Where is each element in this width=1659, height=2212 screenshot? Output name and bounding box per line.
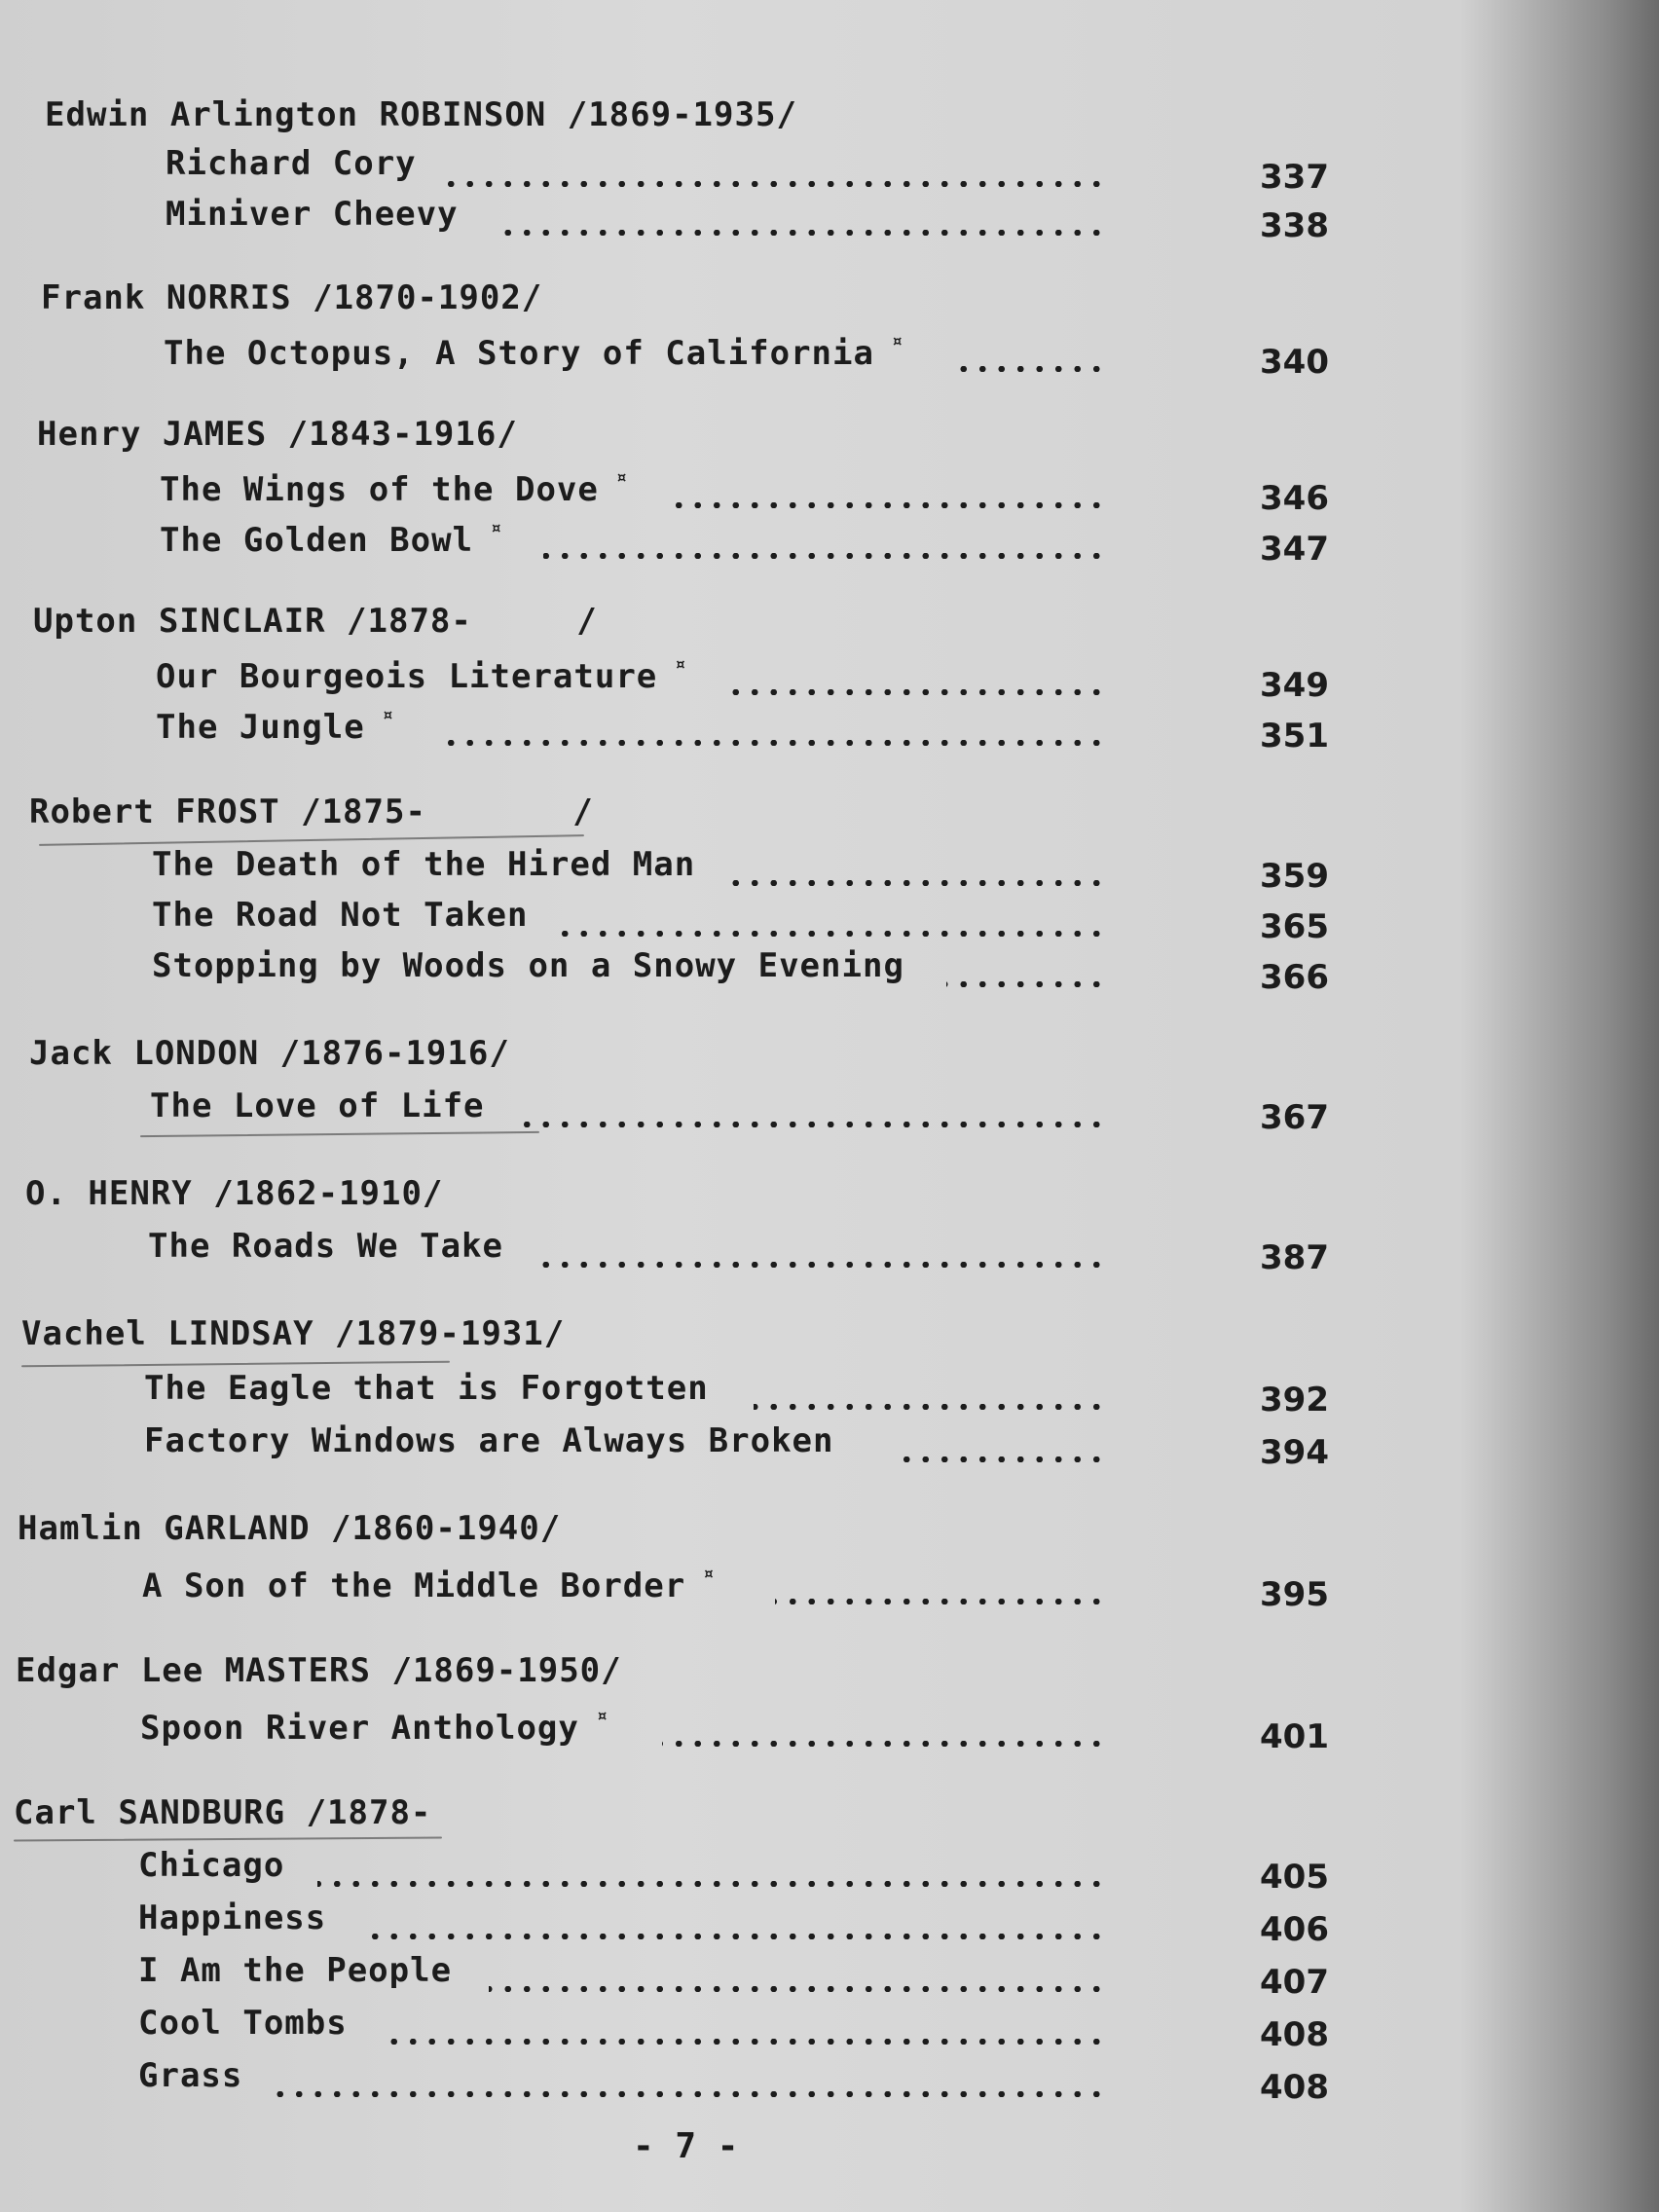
page-ref: 349 — [1260, 666, 1329, 705]
page-ref: 359 — [1260, 857, 1329, 896]
leader-dots — [559, 931, 1106, 937]
work-title — [156, 705, 394, 747]
page-ref: 406 — [1260, 1910, 1329, 1949]
leader-dots — [672, 502, 1106, 508]
page-ref: 337 — [1260, 158, 1329, 197]
leader-dots — [543, 553, 1106, 559]
work-title-text: Spoon River Anthology — [140, 1709, 579, 1748]
pencil-underline — [14, 1836, 442, 1841]
leader-dots — [360, 1934, 1106, 1939]
work-title: The Death of the Hired Man — [152, 845, 696, 884]
star-marker-icon: ¤ — [382, 705, 394, 725]
leader-dots — [537, 1262, 1106, 1268]
star-marker-icon: ¤ — [675, 654, 687, 675]
work-title: I Am the People — [138, 1951, 453, 1990]
pencil-underline — [21, 1361, 450, 1368]
page-ref: 392 — [1260, 1381, 1329, 1419]
work-title-text: The Octopus, A Story of California — [164, 334, 874, 373]
work-title-text: The Wings of the Dove — [160, 470, 599, 509]
page-ref: 367 — [1260, 1098, 1329, 1137]
star-marker-icon: ¤ — [891, 331, 903, 351]
leader-dots — [516, 1122, 1106, 1127]
page-ref: 347 — [1260, 530, 1329, 569]
leader-dots — [662, 1741, 1106, 1747]
work-title — [142, 1564, 715, 1605]
leader-dots — [900, 1456, 1106, 1462]
work-title — [160, 467, 628, 509]
page-number: - 7 - — [633, 2126, 739, 2166]
star-marker-icon: ¤ — [596, 1706, 608, 1726]
author-heading: Upton SINCLAIR /1878- / — [33, 602, 598, 641]
leader-dots — [775, 1599, 1106, 1604]
work-title: Chicago — [138, 1846, 285, 1885]
work-title: The Eagle that is Forgotten — [144, 1369, 709, 1408]
leader-dots — [497, 230, 1106, 236]
author-heading: Henry JAMES /1843-1916/ — [37, 415, 518, 454]
leader-dots — [754, 1404, 1106, 1410]
star-marker-icon: ¤ — [615, 467, 628, 488]
work-title-text: The Jungle — [156, 708, 365, 747]
work-title — [164, 331, 903, 373]
leader-dots — [275, 2091, 1106, 2097]
work-title: Factory Windows are Always Broken — [144, 1421, 834, 1460]
work-title: Richard Cory — [166, 144, 417, 183]
author-heading: Hamlin GARLAND /1860-1940/ — [18, 1509, 562, 1548]
page-ref: 408 — [1260, 2015, 1329, 2054]
author-heading: Edwin Arlington ROBINSON /1869-1935/ — [45, 95, 797, 134]
work-title: Cool Tombs — [138, 2004, 348, 2043]
work-title: The Road Not Taken — [152, 896, 529, 935]
author-heading: Robert FROST /1875- / — [29, 793, 594, 831]
work-title-text: A Son of the Middle Border — [142, 1567, 686, 1605]
work-title-text: Our Bourgeois Literature — [156, 657, 658, 696]
page-ref: 405 — [1260, 1858, 1329, 1897]
page-ref: 394 — [1260, 1433, 1329, 1472]
star-marker-icon: ¤ — [703, 1564, 716, 1584]
work-title: Miniver Cheevy — [166, 195, 459, 234]
work-title: The Love of Life — [150, 1087, 485, 1125]
pencil-underline — [140, 1131, 539, 1137]
star-marker-icon: ¤ — [491, 518, 502, 538]
leader-dots — [436, 740, 1106, 746]
page-ref: 340 — [1260, 343, 1329, 382]
leader-dots — [444, 181, 1106, 187]
author-heading: Carl SANDBURG /1878- — [14, 1793, 432, 1832]
page-ref: 401 — [1260, 1717, 1329, 1756]
author-heading: Frank NORRIS /1870-1902/ — [41, 278, 543, 317]
leader-dots — [489, 1986, 1106, 1992]
page-ref: 351 — [1260, 717, 1329, 756]
work-title: The Roads We Take — [148, 1227, 503, 1266]
work-title — [160, 518, 502, 560]
page-ref: 408 — [1260, 2068, 1329, 2107]
author-heading: Vachel LINDSAY /1879-1931/ — [21, 1314, 566, 1353]
leader-dots — [732, 689, 1106, 695]
page-ref: 346 — [1260, 479, 1329, 518]
page-ref: 395 — [1260, 1575, 1329, 1614]
leader-dots — [946, 981, 1106, 987]
work-title — [156, 654, 686, 696]
author-heading: O. HENRY /1862-1910/ — [25, 1174, 444, 1213]
leader-dots — [317, 1881, 1106, 1887]
work-title: Happiness — [138, 1899, 327, 1937]
page-ref: 407 — [1260, 1963, 1329, 2002]
author-heading: Jack LONDON /1876-1916/ — [29, 1034, 510, 1073]
leader-dots — [732, 880, 1106, 886]
leader-dots — [948, 366, 1106, 372]
work-title — [140, 1706, 608, 1748]
author-heading: Edgar Lee MASTERS /1869-1950/ — [16, 1651, 622, 1690]
work-title-text: The Golden Bowl — [160, 521, 474, 560]
page-ref: 366 — [1260, 958, 1329, 997]
page-ref: 338 — [1260, 206, 1329, 245]
leader-dots — [382, 2039, 1106, 2045]
page-ref: 387 — [1260, 1238, 1329, 1277]
page-ref: 365 — [1260, 907, 1329, 946]
work-title: Stopping by Woods on a Snowy Evening — [152, 946, 904, 985]
work-title: Grass — [138, 2056, 243, 2095]
